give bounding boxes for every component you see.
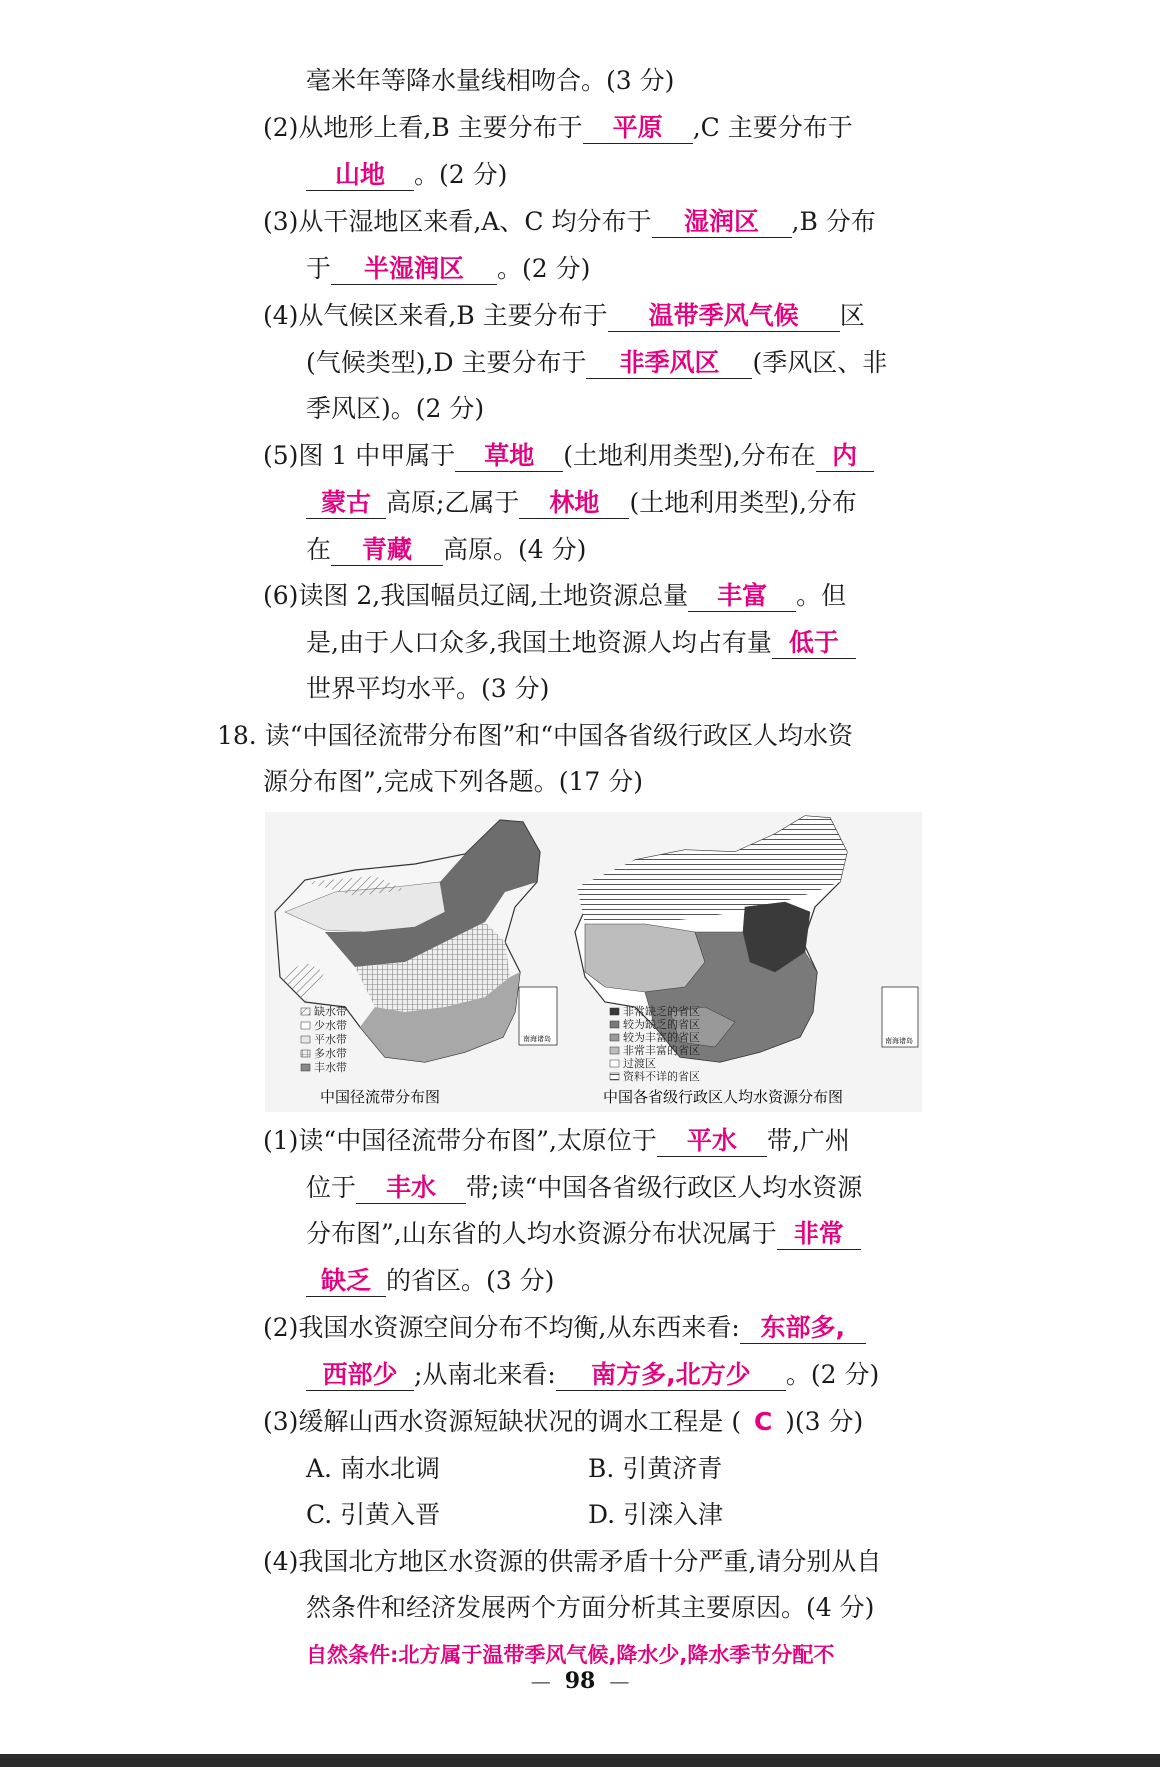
text-line: 西部少 ;从南北来看: 南方多,北方少 。(2 分) [306,1358,879,1392]
text-line: 在 青藏 高原。(4 分) [306,535,587,564]
option-c: C. 引黄入晋 [306,1500,441,1529]
text-line: 毫米年等降水量线相吻合。(3 分) [306,66,675,95]
answer-blank: 温带季风气候 [608,301,840,332]
answer-blank: 山地 [306,160,414,191]
text-line: 位于 丰水 带;读“中国各省级行政区人均水资源 [306,1173,863,1202]
map2-caption: 中国各省级行政区人均水资源分布图 [603,1088,844,1106]
text-line: 世界平均水平。(3 分) [306,674,550,703]
question-17-3: (3)从干湿地区来看,A、C 均分布于 湿润区 ,B 分布 [263,207,876,236]
question-18-4: (4)我国北方地区水资源的供需矛盾十分严重,请分别从自 [263,1547,882,1576]
question-18: 18. 读“中国径流带分布图”和“中国各省级行政区人均水资 [217,721,854,750]
legend1-item: 丰水带 [314,1061,347,1074]
legend2-item: 过渡区 [623,1057,656,1070]
maps-figure [265,812,922,1112]
legend2-item: 较为缺乏的省区 [623,1018,700,1031]
text-line: 蒙古 高原;乙属于 林地 (土地利用类型),分布 [306,486,857,520]
map1-caption: 中国径流带分布图 [320,1088,441,1106]
answer-choice: C [753,1407,773,1436]
answer-blank: 低于 [772,628,856,659]
answer-blank: 林地 [519,488,629,519]
answer-blank: 内 [816,441,874,472]
answer-text: 自然条件:北方属于温带季风气候,降水少,降水季节分配不 [306,1643,835,1667]
page-number: 98 [564,1668,596,1694]
question-17-2: (2)从地形上看,B 主要分布于 平原 ,C 主要分布于 [263,113,853,142]
water-resource-map [575,816,918,1106]
legend1-item: 缺水带 [314,1005,347,1018]
page-footer: — 98 — [530,1668,630,1694]
answer-blank: 非季风区 [586,348,752,379]
legend2-item: 资料不详的省区 [623,1070,700,1083]
question-17-6: (6)读图 2,我国幅员辽阔,土地资源总量 丰富 。但 [263,581,847,610]
answer-blank: 丰水 [356,1173,466,1204]
answer-blank: 缺乏 [306,1266,386,1297]
text-line: 源分布图”,完成下列各题。(17 分) [263,767,643,796]
answer-blank: 湿润区 [652,207,792,238]
question-18-1: (1)读“中国径流带分布图”,太原位于 平水 带,广州 [263,1126,850,1155]
text-line: 缺乏 的省区。(3 分) [306,1264,554,1298]
text-line: 于 半湿润区 。(2 分) [306,254,591,283]
text-line: 季风区)。(2 分) [306,394,485,423]
answer-blank: 南方多,北方少 [556,1360,786,1391]
legend1-item: 平水带 [314,1033,347,1046]
text-line: (气候类型),D 主要分布于 非季风区 (季风区、非 [306,348,888,377]
inset-label-1: 南海诸岛 [523,1035,551,1043]
bottom-bar [0,1754,1160,1767]
runoff-map [275,820,557,1106]
text-line: 分布图”,山东省的人均水资源分布状况属于 非常 [306,1217,861,1251]
text-line: 山地 。(2 分) [306,158,507,192]
legend2-item: 非常丰富的省区 [623,1044,700,1057]
legend2-item: 非常缺乏的省区 [623,1005,700,1018]
answer-blank: 半湿润区 [331,254,497,285]
answer-blank: 非常 [777,1219,861,1250]
maps-svg [265,812,922,1112]
legend1-item: 多水带 [314,1047,347,1060]
option-b: B. 引黄济青 [588,1454,723,1483]
answer-blank: 丰富 [688,581,796,612]
text-line: 然条件和经济发展两个方面分析其主要原因。(4 分) [306,1593,875,1622]
answer-blank: 西部少 [306,1360,414,1391]
question-18-3: (3)缓解山西水资源短缺状况的调水工程是 ( C )(3 分) [263,1405,863,1439]
answer-blank: 平原 [583,113,693,144]
answer-blank: 平水 [657,1126,767,1157]
legend1-item: 少水带 [314,1019,347,1032]
option-a: A. 南水北调 [306,1454,440,1483]
answer-blank: 青藏 [331,535,443,566]
answer-blank: 东部多, [740,1313,866,1344]
answer-blank: 草地 [455,441,563,472]
question-18-2: (2)我国水资源空间分布不均衡,从东西来看: 东部多, [263,1311,866,1345]
text-line: 是,由于人口众多,我国土地资源人均占有量 低于 [306,626,856,660]
inset-label-2: 南海诸岛 [885,1037,913,1045]
question-17-5: (5)图 1 中甲属于 草地 (土地利用类型),分布在 内 [263,439,874,473]
question-17-4: (4)从气候区来看,B 主要分布于 温带季风气候 区 [263,301,865,330]
option-d: D. 引滦入津 [588,1500,724,1529]
answer-blank: 蒙古 [306,488,386,519]
legend2-item: 较为丰富的省区 [623,1031,700,1044]
